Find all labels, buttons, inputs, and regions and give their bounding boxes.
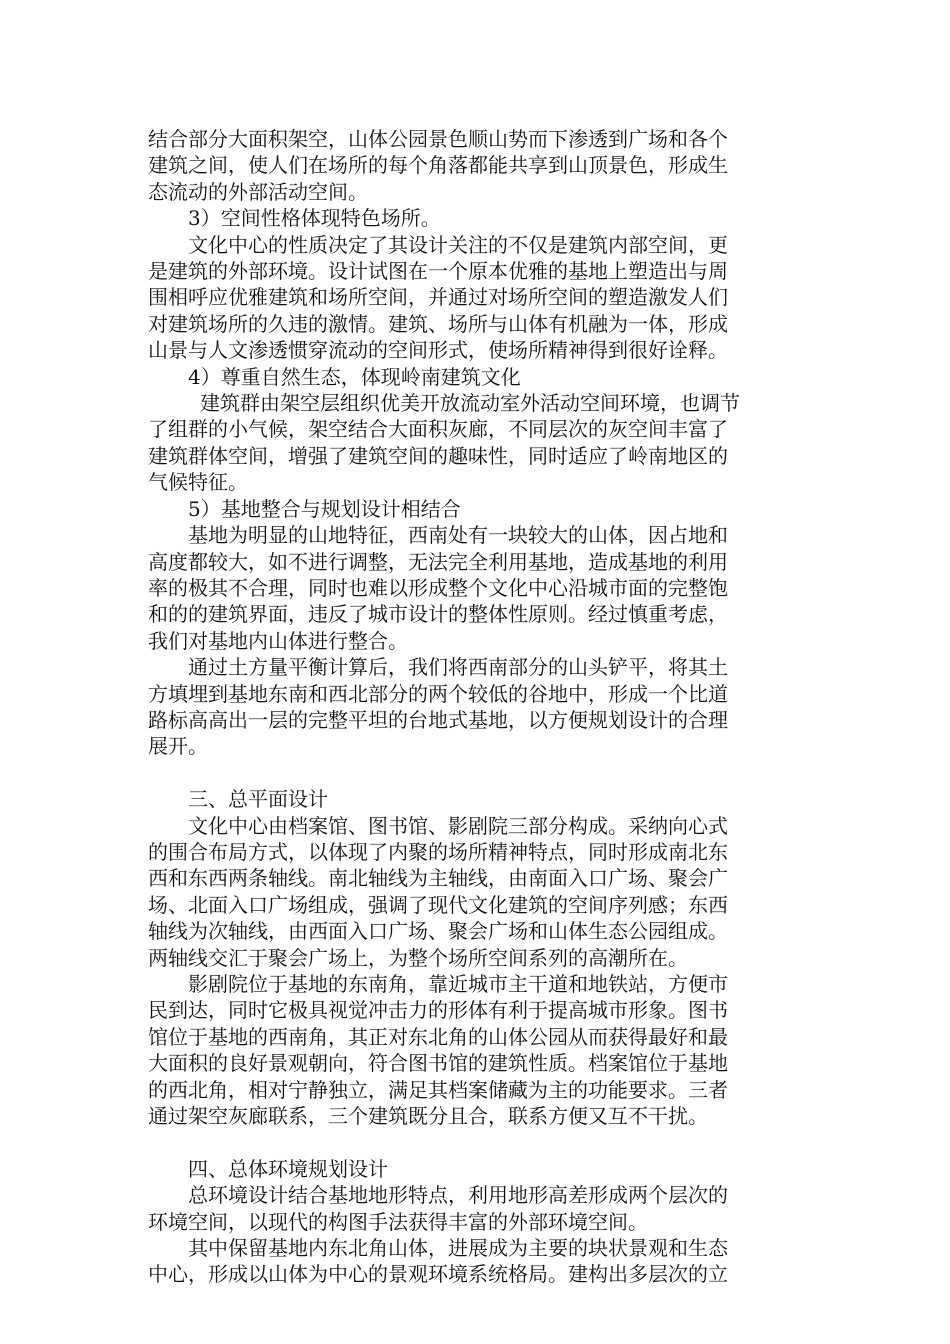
text-line: 其中保留基地内东北角山体，进展成为主要的块状景观和生态 [188, 1236, 728, 1261]
text-line: 馆位于基地的西南角，其正对东北角的山体公园从而获得最好和最 [148, 1024, 728, 1049]
text-line: 影剧院位于基地的东南角，靠近城市主干道和地铁站，方便市 [188, 971, 728, 996]
text-line: 和的的建筑界面，违反了城市设计的整体性原则。经过慎重考虑， [148, 602, 728, 627]
text-line: 文化中心由档案馆、图书馆、影剧院三部分构成。采纳向心式 [188, 813, 728, 838]
text-line: 场、北面入口广场组成，强调了现代文化建筑的空间序列感；东西 [148, 892, 728, 917]
text-line: 轴线为次轴线，由西面入口广场、聚会广场和山体生态公园组成。 [148, 919, 728, 944]
text-line: 了组群的小气候，架空结合大面积灰廊，不同层次的灰空间丰富了 [148, 417, 728, 442]
text-line: 围相呼应优雅建筑和场所空间，并通过对场所空间的塑造激发人们 [148, 285, 728, 310]
text-line: 中心，形成以山体为中心的景观环境系统格局。建构出多层次的立 [148, 1262, 728, 1287]
text-line: 大面积的良好景观朝向，符合图书馆的建筑性质。档案馆位于基地 [148, 1051, 728, 1076]
text-line: 气候特征。 [148, 470, 248, 495]
section-heading-general-plan: 三、总平面设计 [188, 787, 328, 812]
text-line: 建筑群体空间，增强了建筑空间的趣味性，同时适应了岭南地区的 [148, 443, 728, 468]
section-heading-environment: 四、总体环境规划设计 [188, 1156, 388, 1181]
text-line: 环境空间，以现代的构图手法获得丰富的外部环境空间。 [148, 1209, 648, 1234]
text-line: 的西北角，相对宁静独立，满足其档案储藏为主的功能要求。三者 [148, 1077, 728, 1102]
text-line: 建筑群由架空层组织优美开放流动室外活动空间环境，也调节 [200, 391, 740, 416]
text-line: 对建筑场所的久违的激情。建筑、场所与山体有机融为一体，形成 [148, 311, 728, 336]
text-line: 两轴线交汇于聚会广场上，为整个场所空间系列的高潮所在。 [148, 945, 688, 970]
text-line: 通过架空灰廊联系，三个建筑既分且合，联系方便又互不干扰。 [148, 1104, 708, 1129]
text-line: 建筑之间，使人们在场所的每个角落都能共享到山顶景色，形成生 [148, 153, 728, 178]
text-line: 率的极其不合理，同时也难以形成整个文化中心沿城市面的完整饱 [148, 575, 728, 600]
blank-line [148, 1129, 798, 1155]
text-line: 是建筑的外部环境。设计试图在一个原本优雅的基地上塑造出与周 [148, 259, 728, 284]
text-line: 文化中心的性质决定了其设计关注的不仅是建筑内部空间，更 [188, 232, 728, 257]
section-heading-4: 4）尊重自然生态，体现岭南建筑文化 [188, 364, 521, 389]
text-line: 方填埋到基地东南和西北部分的两个较低的谷地中，形成一个比道 [148, 681, 728, 706]
section-heading-3: 3）空间性格体现特色场所。 [188, 206, 441, 231]
text-line: 通过土方量平衡计算后，我们将西南部分的山头铲平，将其土 [188, 655, 728, 680]
text-line: 山景与人文渗透惯穿流动的空间形式，使场所精神得到很好诠释。 [148, 338, 728, 363]
text-line: 路标高高出一层的完整平坦的台地式基地，以方便规划设计的合理 [148, 707, 728, 732]
text-line: 西和东西两条轴线。南北轴线为主轴线，由南面入口广场、聚会广 [148, 866, 728, 891]
text-line: 我们对基地内山体进行整合。 [148, 628, 408, 653]
text-line: 态流动的外部活动空间。 [148, 179, 368, 204]
blank-line [148, 760, 798, 786]
text-line: 展开。 [148, 734, 208, 759]
text-line: 的围合布局方式，以体现了内聚的场所精神特点，同时形成南北东 [148, 839, 728, 864]
document-page [148, 126, 798, 1288]
section-heading-5: 5）基地整合与规划设计相结合 [188, 496, 461, 521]
text-line: 总环境设计结合基地地形特点，利用地形高差形成两个层次的 [188, 1183, 728, 1208]
text-line: 基地为明显的山地特征，西南处有一块较大的山体，因占地和 [188, 523, 728, 548]
text-line: 高度都较大，如不进行调整，无法完全利用基地，造成基地的利用 [148, 549, 728, 574]
text-line: 民到达，同时它极具视觉冲击力的形体有利于提高城市形象。图书 [148, 998, 728, 1023]
text-line: 结合部分大面积架空，山体公园景色顺山势而下渗透到广场和各个 [148, 127, 728, 151]
